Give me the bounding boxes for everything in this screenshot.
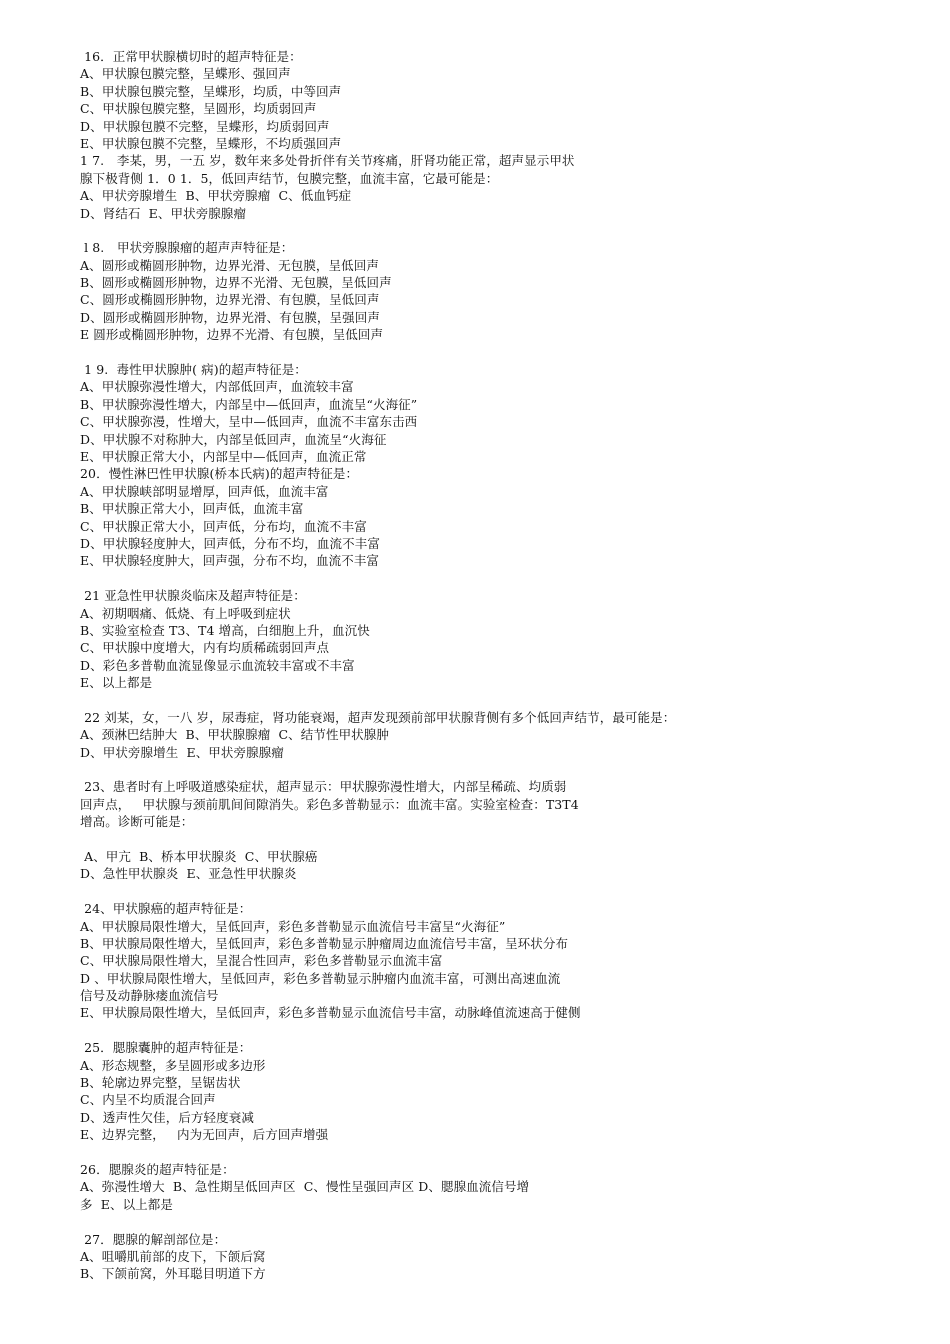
option-c: C、甲状腺局限性增大，呈混合性回声，彩色多普勒显示血流丰富: [80, 953, 443, 969]
question-stem: 25．腮腺囊肿的超声特征是：: [80, 1040, 252, 1056]
options-continued: 多 E、以上都是: [80, 1196, 173, 1212]
option-c: C、甲状腺中度增大，内有均质稀疏弱回声点: [80, 640, 330, 656]
option-a: A、甲状腺弥漫性增大，内部低回声，血流较丰富: [80, 379, 354, 395]
question-19: [80, 361, 940, 465]
question-stem-continued: 腺下极背侧 1．0 1．5，低回声结节，包膜完整，血流丰富，它最可能是：: [80, 170, 499, 186]
option-b: B、圆形或椭圆形肿物，边界不光滑、无包膜，呈低回声: [80, 275, 392, 291]
option-d: D、甲状腺轻度肿大，回声低，分布不均，血流不丰富: [80, 535, 380, 551]
spacer: [80, 570, 940, 587]
document-page: [80, 48, 940, 1283]
options-de: D、肾结石 E、甲状旁腺腺瘤: [80, 205, 247, 221]
option-e: E、甲状腺包膜不完整，呈蝶形，不均质强回声: [80, 135, 342, 151]
options-abcd: A、弥漫性增大 B、急性期呈低回声区 C、慢性呈强回声区 D、腮腺血流信号增: [80, 1179, 530, 1195]
question-stem: 20．慢性淋巴性甲状腺(桥本氏病)的超声特征是：: [80, 466, 359, 482]
option-e: E、以上都是: [80, 675, 153, 691]
option-c: C、圆形或椭圆形肿物，边界光滑、有包膜，呈低回声: [80, 292, 380, 308]
question-stem: 26．腮腺炎的超声特征是：: [80, 1162, 235, 1177]
question-25: [80, 1039, 940, 1143]
option-a: A、形态规整，多呈圆形或多边形: [80, 1057, 266, 1073]
option-b: B、甲状腺局限性增大，呈低回声，彩色多普勒显示肿瘤周边血流信号丰富，呈环状分布: [80, 935, 569, 951]
question-18: [80, 239, 940, 343]
spacer: [80, 1022, 940, 1039]
options-de: D、急性甲状腺炎 E、亚急性甲状腺炎: [80, 866, 297, 882]
option-d: D、甲状腺不对称肿大，内部呈低回声，血流呈“火海征: [80, 431, 387, 447]
question-20: [80, 465, 940, 569]
option-c: C、甲状腺包膜完整，呈圆形，均质弱回声: [80, 101, 317, 117]
question-stem-continued: 回声点， 甲状腺与颈前肌间间隙消失。彩色多普勒显示：血流丰富。实验室检查：T3T4: [80, 796, 579, 812]
option-e: E、甲状腺正常大小，内部呈中—低回声，血流正常: [80, 448, 367, 464]
option-d: D、彩色多普勒血流显像显示血流较丰富或不丰富: [80, 657, 355, 673]
option-e: E、甲状腺局限性增大，呈低回声，彩色多普勒显示血流信号丰富，动脉峰值流速高于健侧: [80, 1005, 581, 1021]
option-a: A、圆形或椭圆形肿物，边界光滑、无包膜，呈低回声: [80, 257, 379, 273]
question-stem: 1 7. 李某，男，一五 岁，数年来多处骨折伴有关节疼痛，肝肾功能正常，超声显示甲状: [80, 153, 575, 169]
option-a: A、咀嚼肌前部的皮下，下颌后窝: [80, 1248, 266, 1264]
option-e: E、边界完整， 内为无回声，后方回声增强: [80, 1127, 329, 1143]
question-23: [80, 778, 940, 830]
spacer: [80, 831, 940, 848]
question-stem: l 8. 甲状旁腺腺瘤的超声声特征是：: [80, 240, 294, 256]
option-d: D、透声性欠佳，后方轻度衰减: [80, 1109, 254, 1125]
option-b: B、甲状腺弥漫性增大，内部呈中—低回声，血流呈“火海征”: [80, 396, 418, 412]
question-21: [80, 587, 940, 691]
option-c: C、甲状腺弥漫，性增大，呈中—低回声，血流不丰富东击西: [80, 414, 418, 430]
question-23-options: [80, 848, 940, 883]
option-d-continued: 信号及动静脉瘘血流信号: [80, 988, 219, 1004]
spacer: [80, 883, 940, 900]
options-abc: A、甲状旁腺增生 B、甲状旁腺瘤 C、低血钙症: [80, 188, 352, 204]
question-stem: 16．正常甲状腺横切时的超声特征是：: [80, 49, 302, 64]
question-stem: 24、甲状腺癌的超声特征是：: [80, 901, 252, 917]
option-e: E 圆形或椭圆形肿物，边界不光滑、有包膜，呈低回声: [80, 327, 384, 343]
option-a: A、初期咽痛、低烧、有上呼吸到症状: [80, 605, 291, 621]
question-stem: 23、患者时有上呼吸道感染症状，超声显示：甲状腺弥漫性增大，内部呈稀疏、均质弱: [80, 779, 567, 795]
option-a: A、甲状腺局限性增大，呈低回声，彩色多普勒显示血流信号丰富呈“火海征”: [80, 918, 506, 934]
options-abc: A、颈淋巴结肿大 B、甲状腺腺瘤 C、结节性甲状腺肿: [80, 727, 389, 743]
question-27: [80, 1231, 940, 1283]
options-abc: A、甲亢 B、桥本甲状腺炎 C、甲状腺癌: [80, 848, 318, 864]
question-17: [80, 152, 940, 222]
option-d: D、圆形或椭圆形肿物，边界光滑、有包膜，呈强回声: [80, 309, 380, 325]
spacer: [80, 222, 940, 239]
spacer: [80, 344, 940, 361]
question-26: [80, 1161, 940, 1213]
options-de: D、甲状旁腺增生 E、甲状旁腺腺瘤: [80, 744, 284, 760]
option-b: B、下颌前窝，外耳聪目明道下方: [80, 1266, 266, 1282]
option-a: A、甲状腺峡部明显增厚，回声低，血流丰富: [80, 483, 329, 499]
spacer: [80, 1144, 940, 1161]
option-c: C、甲状腺正常大小，回声低，分布均，血流不丰富: [80, 518, 367, 534]
option-d: D、甲状腺包膜不完整，呈蝶形，均质弱回声: [80, 118, 330, 134]
option-b: B、实验室检查 T3、T4 增高，白细胞上升，血沉快: [80, 622, 370, 638]
spacer: [80, 1213, 940, 1230]
question-22: [80, 709, 940, 761]
option-a: A、甲状腺包膜完整，呈蝶形、强回声: [80, 66, 291, 82]
option-d: D 、甲状腺局限性增大，呈低回声，彩色多普勒显示肿瘤内血流丰富，可测出高速血流: [80, 970, 561, 986]
option-b: B、轮廓边界完整，呈锯齿状: [80, 1075, 241, 1091]
question-stem: 22 刘某，女，一八 岁，尿毒症，肾功能衰竭，超声发现颈前部甲状腺背侧有多个低回声结节，最可能是：: [80, 709, 676, 725]
question-stem: 27．腮腺的解剖部位是：: [80, 1231, 227, 1247]
question-24: [80, 900, 940, 1022]
question-stem: 1 9. 毒性甲状腺肿( 病)的超声特征是：: [80, 362, 307, 378]
option-c: C、内呈不均质混合回声: [80, 1092, 216, 1108]
spacer: [80, 761, 940, 778]
spacer: [80, 691, 940, 708]
option-e: E、甲状腺轻度肿大，回声强，分布不均，血流不丰富: [80, 553, 380, 569]
question-stem: 21 亚急性甲状腺炎临床及超声特征是：: [80, 588, 306, 604]
option-b: B、甲状腺正常大小，回声低，血流丰富: [80, 501, 304, 517]
question-16: [80, 48, 940, 152]
question-stem-continued: 增高。诊断可能是：: [80, 814, 194, 830]
option-b: B、甲状腺包膜完整，呈蝶形，均质，中等回声: [80, 83, 342, 99]
